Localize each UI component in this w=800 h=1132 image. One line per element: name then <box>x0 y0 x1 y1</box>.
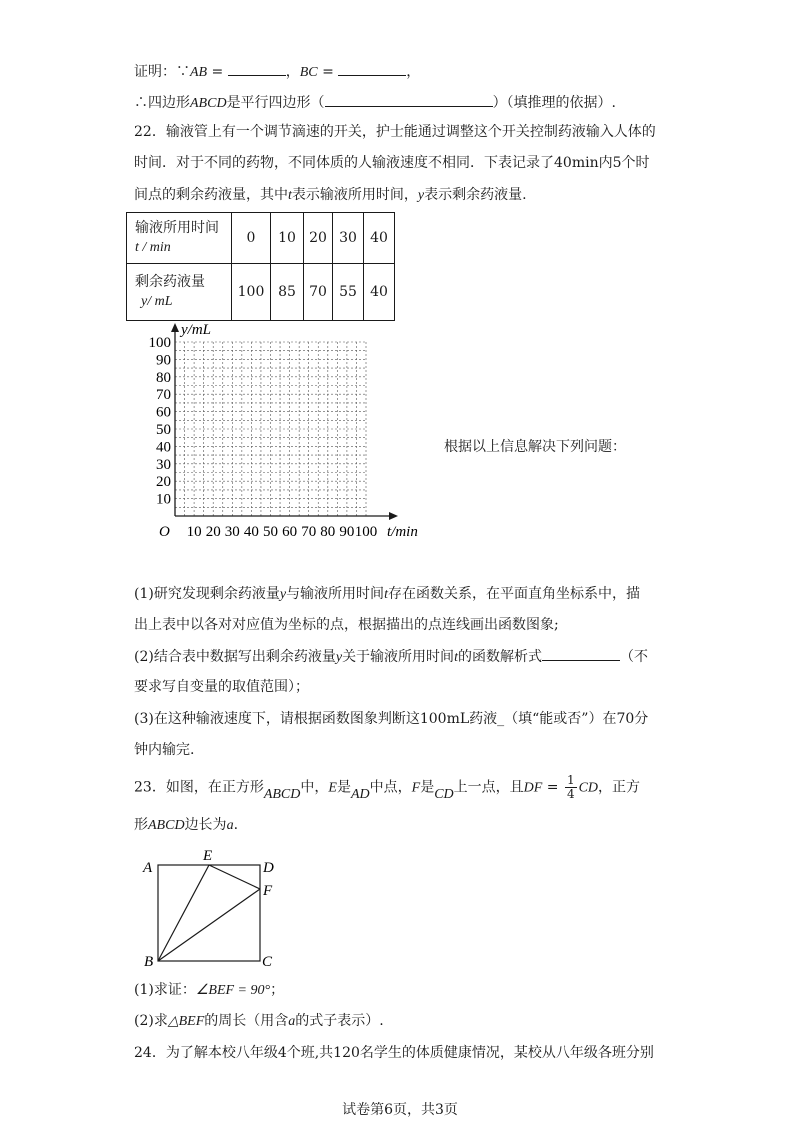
infusion-table <box>126 212 395 321</box>
x-axis-arrow <box>389 512 398 520</box>
blank-bc[interactable] <box>338 61 406 76</box>
var-y: y <box>279 587 287 602</box>
square-abcd-shape <box>158 865 260 961</box>
q22-part2-line-2: 要求写自变量的取值范围）； <box>134 679 309 695</box>
part-text: 与输液所用时间 <box>286 586 385 602</box>
row-header-time <box>127 213 232 264</box>
equals: = <box>207 64 228 80</box>
q22-text: 个时 <box>621 155 650 171</box>
x-tick-label: 90 <box>339 524 355 540</box>
value-70: 70 <box>616 711 635 727</box>
header-unit: t / min <box>135 240 171 255</box>
var-t: t <box>454 650 458 665</box>
segment-ab: AB <box>190 65 208 80</box>
proof-prefix: 证明：∵ <box>134 64 190 80</box>
y-tick-label: 60 <box>156 404 171 421</box>
var-t: t <box>384 587 388 602</box>
q23-text: 边长为 <box>184 817 227 833</box>
table-cell: 55 <box>333 264 364 321</box>
proof-line-1 <box>134 61 420 83</box>
q22-five: 5 <box>612 155 622 171</box>
equals: = <box>317 64 339 80</box>
part-text: 的函数解析式 <box>457 649 542 665</box>
part-text: 的式子表示）. <box>295 1013 384 1029</box>
q22-part3-line-2: 钟内输完. <box>134 742 195 758</box>
table-cell: 10 <box>271 213 304 264</box>
table-cell: 85 <box>271 264 304 321</box>
q22-text: 间点的剩余药液量，其中 <box>134 187 288 203</box>
segment-cd: CD <box>434 786 454 802</box>
frac-num: 1 <box>566 773 575 787</box>
square-abcd: ABCD <box>263 786 301 802</box>
square-abcd: ABCD <box>148 818 185 833</box>
segment-ad: AD <box>350 786 370 802</box>
proof-line-2 <box>134 92 616 114</box>
segment-bf <box>158 889 260 961</box>
table-row <box>127 213 395 264</box>
header-label: 输液所用时间 <box>135 220 219 236</box>
part-text: 存在函数关系，在平面直角坐标系中，描 <box>387 586 640 602</box>
part-text: 的周长（用含 <box>204 1013 289 1029</box>
x-tick-label: 60 <box>282 524 298 540</box>
q22-line-1: 22．输液管上有一个调节滴速的开关，护士能通过调整这个开关控制药液输入人体的 <box>134 124 656 140</box>
axes <box>171 323 398 520</box>
quad-abcd: ABCD <box>190 96 227 111</box>
q22-text: 表示输液所用时间， <box>291 187 418 203</box>
part-text: 药液_（填“能或否”）在 <box>469 711 617 727</box>
q23-text: 上一点，且 <box>453 779 524 796</box>
blank-ab[interactable] <box>228 61 286 76</box>
q22-part2-line-1 <box>134 646 648 668</box>
q22-line-3 <box>134 185 527 206</box>
segment-df: DF <box>523 780 543 796</box>
table-cell: 100 <box>232 264 271 321</box>
label-c: C <box>262 954 273 968</box>
x-tick-label: 20 <box>205 524 221 540</box>
y-tick-label: 90 <box>156 352 171 369</box>
x-tick-label: 10 <box>186 524 202 540</box>
part-text: (2)求 <box>134 1013 168 1029</box>
q22-part3-line-1 <box>134 709 648 729</box>
q23-text: 中， <box>300 779 329 796</box>
header-unit: y/ mL <box>141 294 173 309</box>
coordinate-grid[interactable] <box>140 320 440 560</box>
table-cell: 40 <box>364 213 395 264</box>
segment-cd: CD <box>578 780 599 796</box>
q23-part1 <box>134 980 284 1001</box>
volume-100ml: 100mL <box>419 711 470 727</box>
var-t: t <box>288 188 292 203</box>
y-tick-label: 70 <box>156 387 171 404</box>
var-y: y <box>335 650 343 665</box>
y-tick-label: 100 <box>148 335 171 351</box>
x-tick-label: 70 <box>301 524 317 540</box>
var-y: y <box>417 188 425 203</box>
page-footer: 试卷第6页，共3页 <box>342 1102 458 1118</box>
part-text: （不 <box>619 649 648 665</box>
square-figure <box>140 848 290 968</box>
q23-line-2 <box>134 815 238 836</box>
x-tick-labels <box>187 524 378 540</box>
equals: = <box>542 779 563 796</box>
y-axis-arrow <box>171 323 179 332</box>
label-a: A <box>143 860 153 876</box>
y-tick-label: 20 <box>156 474 171 491</box>
q23-text: 是 <box>420 779 435 796</box>
q23-line-1 <box>134 774 640 801</box>
table-row <box>127 264 395 321</box>
point-e: E <box>328 780 337 796</box>
part-text: 关于输液所用时间 <box>342 649 455 665</box>
comma: ， <box>285 64 300 80</box>
y-tick-label: 30 <box>156 456 171 473</box>
q22-part1-line-1 <box>134 584 640 605</box>
label-e: E <box>203 848 213 864</box>
blank-function[interactable] <box>542 646 620 661</box>
x-tick-label: 30 <box>224 524 240 540</box>
q23-part2 <box>134 1011 384 1032</box>
blank-reason[interactable] <box>325 92 493 107</box>
comma: ， <box>406 64 421 80</box>
q24-line-1: 24．为了解本校八年级4个班,共120名学生的体质健康情况，某校从八年级各班分别 <box>134 1045 654 1061</box>
fraction-one-quarter <box>565 774 577 801</box>
y-axis-label: y/mL <box>181 322 211 338</box>
proof-prefix-2: ∴四边形 <box>134 95 190 111</box>
x-tick-label: 100 <box>354 524 378 540</box>
frac-den: 4 <box>566 787 575 801</box>
segment-be <box>158 865 209 961</box>
part-text: 分 <box>634 711 649 727</box>
q22-text: 内 <box>598 155 613 171</box>
point-f: F <box>411 780 421 796</box>
label-f: F <box>263 883 273 899</box>
part-text: ； <box>270 982 285 998</box>
var-a: a <box>288 1014 296 1029</box>
x-tick-label: 40 <box>243 524 259 540</box>
var-a: a <box>226 818 234 833</box>
segment-bc: BC <box>299 65 318 80</box>
y-tick-label: 80 <box>156 369 171 386</box>
origin-label: O <box>159 524 170 540</box>
part-text: (1)求证： <box>134 982 196 998</box>
table-cell: 70 <box>304 264 333 321</box>
side-note: 根据以上信息解决下列问题： <box>444 439 626 455</box>
q22-text: 时间．对于不同的药物，不同体质的人输液速度不相同．下表记录了 <box>134 155 554 171</box>
q22-part1-line-2: 出上表中以各对对应值为坐标的点，根据描出的点连线画出函数图象; <box>134 617 559 633</box>
q22-text: 表示剩余药液量. <box>424 187 527 203</box>
table-cell: 40 <box>364 264 395 321</box>
label-b: B <box>144 954 154 968</box>
proof-mid: 是平行四边形（ <box>226 95 325 111</box>
table-cell: 30 <box>333 213 364 264</box>
header-label: 剩余药液量 <box>135 274 205 290</box>
x-tick-label: 80 <box>320 524 336 540</box>
label-d: D <box>263 860 274 876</box>
y-tick-labels <box>149 335 172 508</box>
proof-suffix: ）（填推理的依据）. <box>492 95 617 111</box>
q23-text: 23．如图，在正方形 <box>134 779 264 796</box>
q23-text: . <box>233 817 239 833</box>
grid-lines <box>175 342 366 516</box>
q23-text: ，正方 <box>598 779 641 796</box>
y-tick-label: 50 <box>156 422 171 438</box>
part-text: (3)在这种输液速度下，请根据函数图象判断这 <box>134 711 420 727</box>
angle-bef: ∠BEF = 90° <box>195 983 271 998</box>
q22-40min: 40min <box>554 155 599 171</box>
triangle-bef: △BEF <box>167 1014 205 1029</box>
q23-text: 是 <box>336 779 351 796</box>
y-tick-label: 10 <box>156 491 171 508</box>
part-text: (2)结合表中数据写出剩余药液量 <box>134 649 336 665</box>
segment-ef <box>209 865 260 889</box>
table-cell: 0 <box>232 213 271 264</box>
y-tick-label: 40 <box>156 439 171 456</box>
q23-text: 形 <box>134 817 148 833</box>
x-tick-label: 50 <box>263 524 278 540</box>
x-axis-label: t/min <box>387 524 418 540</box>
row-header-remaining <box>127 264 232 321</box>
q22-line-2 <box>134 153 650 173</box>
q23-text: 中点， <box>369 779 412 796</box>
table-cell: 20 <box>304 213 333 264</box>
part-text: (1)研究发现剩余药液量 <box>134 586 280 602</box>
